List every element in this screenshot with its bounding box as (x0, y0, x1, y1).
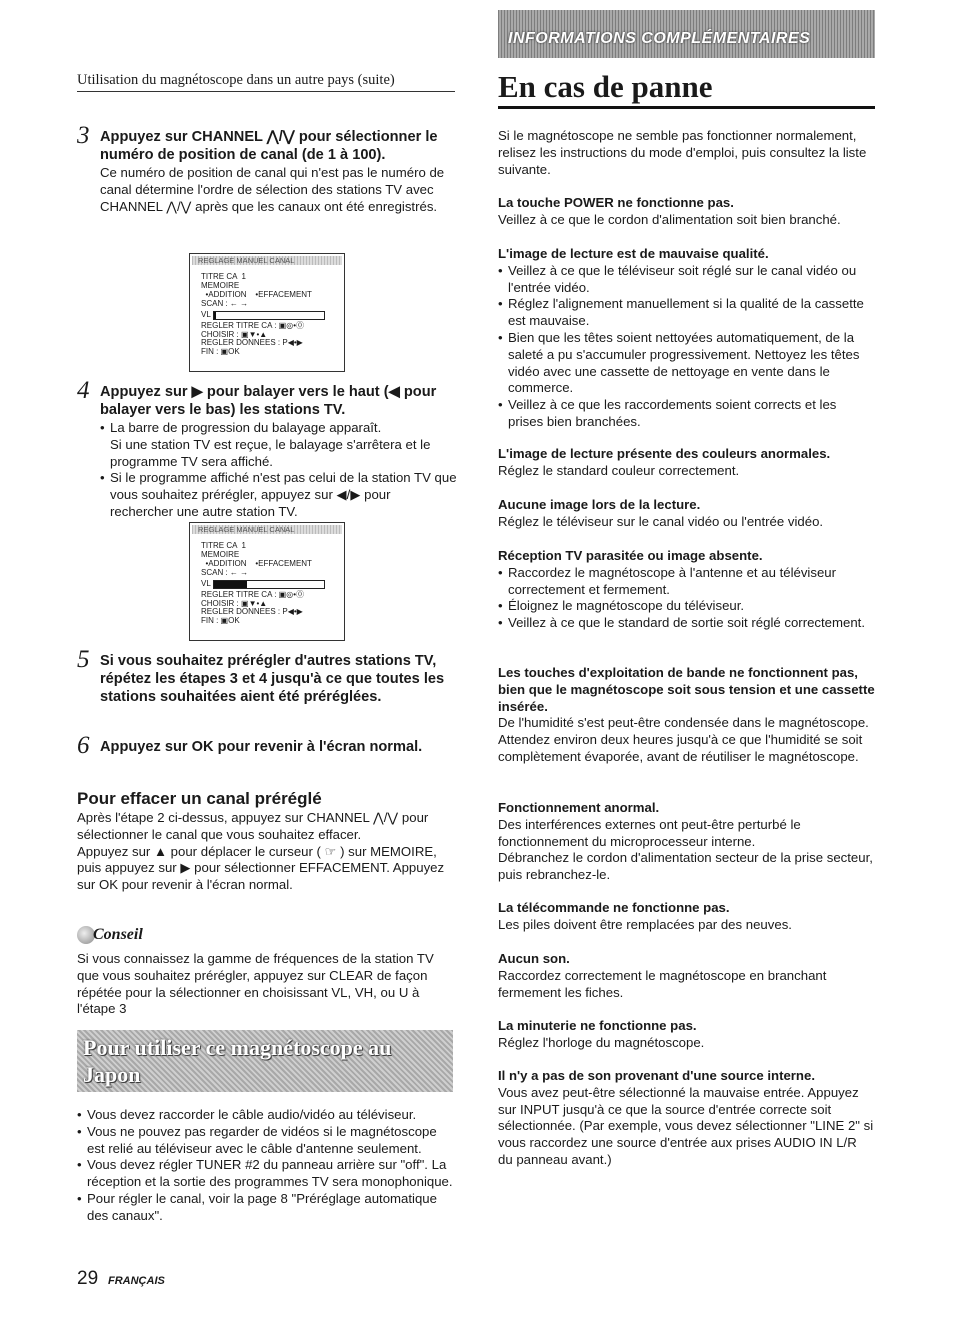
bullet-item: • Si le programme affiché n'est pas celui de la station TV que vous souhaitez prérégler, appuyez sur ◀/▶ pour rechercher une autre station TV. (100, 470, 457, 520)
bullet-item: • Veillez à ce que le téléviseur soit réglé sur le canal vidéo ou l'entrée vidéo. (498, 263, 875, 297)
osd-line: •ADDITION •EFFACEMENT (201, 289, 312, 299)
vl-progress-fill (214, 312, 216, 319)
osd-line: REGLER TITRE CA : ▣◎•⓪ (201, 589, 304, 599)
trouble-text: Réglez l'horloge du magnétoscope. (498, 1034, 705, 1050)
osd-screen-1 (189, 253, 345, 372)
osd-line: SCAN : ← → (201, 567, 249, 577)
japan-section-banner (77, 1030, 453, 1092)
trouble-item (498, 246, 875, 431)
trouble-item (498, 900, 875, 934)
tip-heading (77, 926, 143, 944)
bullet-item: • Vous ne pouvez pas regarder de vidéos si le magnétoscope est relié au téléviseur avec le câble d'antenne seulement. (77, 1124, 457, 1158)
page-title: En cas de panne (498, 68, 875, 109)
trouble-heading: Les touches d'exploitation de bande ne fonctionnent pas, bien que le magnétoscope soit sous tension et une cassette insérée. (498, 665, 875, 714)
osd-line: CHOISIR : ▣▼•▲ (201, 329, 268, 339)
osd-line: REGLER TITRE CA : ▣◎•⓪ (201, 320, 304, 330)
trouble-item (498, 665, 875, 766)
page-language: FRANÇAIS (108, 1275, 165, 1287)
bullet-item: • Bien que les têtes soient nettoyées automatiquement, de la saleté a pu s'accumuler progressivement. Nettoyez les têtes vidéo avec une cassette de nettoyage en vente dans le commerce. (498, 330, 875, 397)
trouble-heading: La touche POWER ne fonctionne pas. (498, 195, 734, 210)
trouble-item (498, 195, 875, 229)
step-6 (77, 732, 457, 759)
bullet-item: • Vous devez régler TUNER #2 du panneau arrière sur "off". La réception et la sortie des programmes TV sera monophonique. (77, 1157, 457, 1191)
section-banner-text: INFORMATIONS COMPLÉMENTAIRES (508, 30, 811, 47)
trouble-text: Débranchez le cordon d'alimentation secteur de la prise secteur, puis rebranchez-le. (498, 850, 873, 883)
trouble-text: Réglez le standard couleur correctement. (498, 462, 740, 478)
trouble-heading: L'image de lecture est de mauvaise qualité. (498, 246, 769, 261)
japan-bullet-list (77, 1107, 457, 1225)
osd-title: REGLAGE MANUEL CANAL (192, 256, 342, 265)
step-title: Si vous souhaitez prérégler d'autres stations TV, répétez les étapes 3 et 4 jusqu'à ce que toutes les stations souhaitées aient été préréglées. (100, 653, 445, 705)
bullet-item: • Éloignez le magnétoscope du téléviseur. (498, 598, 875, 615)
osd-line: CHOISIR : ▣▼•▲ (201, 598, 268, 608)
vl-label: VL (201, 309, 211, 319)
step-number: 5 (77, 646, 90, 673)
trouble-item (498, 951, 875, 1001)
bullet-item: • Raccordez le magnétoscope à l'antenne et au téléviseur correctement et fermement. (498, 565, 875, 599)
trouble-item (498, 446, 875, 480)
vl-progress-bar (213, 311, 325, 320)
osd-line: REGLER DONNEES : P◀•▶ (201, 338, 303, 348)
japan-heading: Pour utiliser ce magnétoscope au Japon (83, 1035, 392, 1087)
trouble-heading: Fonctionnement anormal. (498, 800, 660, 815)
tip-text: Si vous connaissez la gamme de fréquences de la station TV que vous souhaitez prérégler, appuyez sur CLEAR de façon répétée pour la sélectionner en choisissant VL, VH, ou U à l'étape 3 (77, 951, 434, 1017)
trouble-heading: Aucun son. (498, 951, 570, 966)
erase-paragraph: Appuyez sur ▲ pour déplacer le curseur ( ☞ ) sur MEMOIRE, puis appuyez sur ▶ pour sélectionner EFFACEMENT. Appuyez sur OK pour revenir à l'écran normal. (77, 843, 445, 893)
step-number: 6 (77, 732, 90, 759)
trouble-item (498, 1068, 875, 1169)
osd-line: MEMOIRE (201, 549, 240, 559)
trouble-heading: L'image de lecture présente des couleurs anormales. (498, 446, 831, 461)
section-banner (498, 10, 875, 58)
bullet-item: • Réglez l'alignement manuellement si la qualité de la cassette est mauvaise. (498, 296, 875, 330)
bullet-item: • Veillez à ce que les raccordements soient corrects et les prises bien branchées. (498, 397, 875, 431)
step-title: Appuyez sur CHANNEL ⋀/⋁ pour sélectionner le numéro de position de canal (de 1 à 100). (100, 129, 438, 163)
bullet-item: • La barre de progression du balayage apparaît. Si une station TV est reçue, le balayage s'arrêtera et le programme TV sera affiché. (100, 420, 457, 470)
intro-paragraph: Si le magnétoscope ne semble pas fonctionner normalement, relisez les instructions du mode d'emploi, puis consultez la liste suivante. (498, 128, 867, 177)
tip-title: Conseil (93, 926, 143, 943)
trouble-heading: La télécommande ne fonctionne pas. (498, 900, 730, 915)
osd-title: REGLAGE MANUEL CANAL (192, 525, 342, 534)
vl-progress-bar (213, 580, 325, 589)
osd-line: REGLER DONNEES : P◀•▶ (201, 607, 303, 617)
erase-paragraph: Après l'étape 2 ci-dessus, appuyez sur CHANNEL ⋀/⋁ pour sélectionner le canal que vous souhaitez effacer. (77, 810, 429, 842)
trouble-text: Raccordez correctement le magnétoscope en branchant fermement les fiches. (498, 967, 827, 1000)
trouble-text: Des interférences externes ont peut-être perturbé le fonctionnement du microprocesseur interne. (498, 816, 801, 849)
trouble-text: Les piles doivent être remplacées par des neuves. (498, 916, 792, 932)
osd-line: TITRE CA 1 (201, 272, 246, 281)
trouble-heading: La minuterie ne fonctionne pas. (498, 1018, 697, 1033)
osd-line: FIN : ▣OK (201, 616, 240, 626)
osd-line: TITRE CA 1 (201, 541, 246, 550)
step-number: 3 (77, 122, 90, 149)
osd-line: MEMOIRE (201, 280, 240, 290)
trouble-heading: Il n'y a pas de son provenant d'une source interne. (498, 1068, 815, 1083)
trouble-item (498, 497, 875, 531)
page-number: 29 (77, 1268, 99, 1289)
trouble-heading: Réception TV parasitée ou image absente. (498, 548, 763, 563)
trouble-text: De l'humidité s'est peut-être condensée dans le magnétoscope. Attendez environ deux heures jusqu'à ce que l'humidité se soit complètement évaporée, avant de réutiliser le magnétoscope. (498, 715, 869, 764)
step-5 (77, 646, 457, 706)
trouble-text: Réglez le téléviseur sur le canal vidéo ou l'entrée vidéo. (498, 513, 824, 529)
trouble-item (498, 548, 875, 632)
trouble-item (498, 1018, 875, 1052)
osd-line: SCAN : ← → (201, 298, 249, 308)
trouble-heading: Aucune image lors de la lecture. (498, 497, 701, 512)
step-3 (77, 122, 457, 215)
osd-line: •ADDITION •EFFACEMENT (201, 558, 312, 568)
bullet-item: • Vous devez raccorder le câble audio/vidéo au téléviseur. (77, 1107, 457, 1124)
bullet-item: • Pour régler le canal, voir la page 8 "Préréglage automatique des canaux". (77, 1191, 457, 1225)
vl-label: VL (201, 578, 211, 588)
trouble-item (498, 800, 875, 884)
step-body: Ce numéro de position de canal qui n'est pas le numéro de canal détermine l'ordre de sélection des stations TV avec CHANNEL ⋀/⋁ après que les canaux ont été enregistrés. (100, 165, 445, 214)
trouble-text: Vous avez peut-être sélectionné la mauvaise entrée. Appuyez sur INPUT jusqu'à ce que la source d'entrée correcte soit sélectionnée. (Par exemple, vous devez sélectionner "LINE 2" si vous raccordez une source d'entrée aux prises AUDIO IN L/R du panneau avant.) (498, 1084, 874, 1167)
bullet-item: • Veillez à ce que le standard de sortie soit réglé correctement. (498, 615, 875, 632)
step-title: Appuyez sur ▶ pour balayer vers le haut (◀ pour balayer vers le bas) les stations TV. (100, 384, 437, 418)
osd-line: FIN : ▣OK (201, 347, 240, 357)
step-number: 4 (77, 377, 90, 404)
trouble-text: Veillez à ce que le cordon d'alimentation soit bien branché. (498, 211, 841, 227)
erase-heading: Pour effacer un canal préréglé (77, 789, 322, 808)
running-header: Utilisation du magnétoscope dans un autre pays (suite) (77, 72, 455, 92)
step-4 (77, 377, 457, 521)
vl-progress-fill (214, 581, 247, 588)
step-title: Appuyez sur OK pour revenir à l'écran normal. (100, 739, 423, 755)
erase-section (77, 810, 455, 894)
osd-screen-2 (189, 522, 345, 641)
